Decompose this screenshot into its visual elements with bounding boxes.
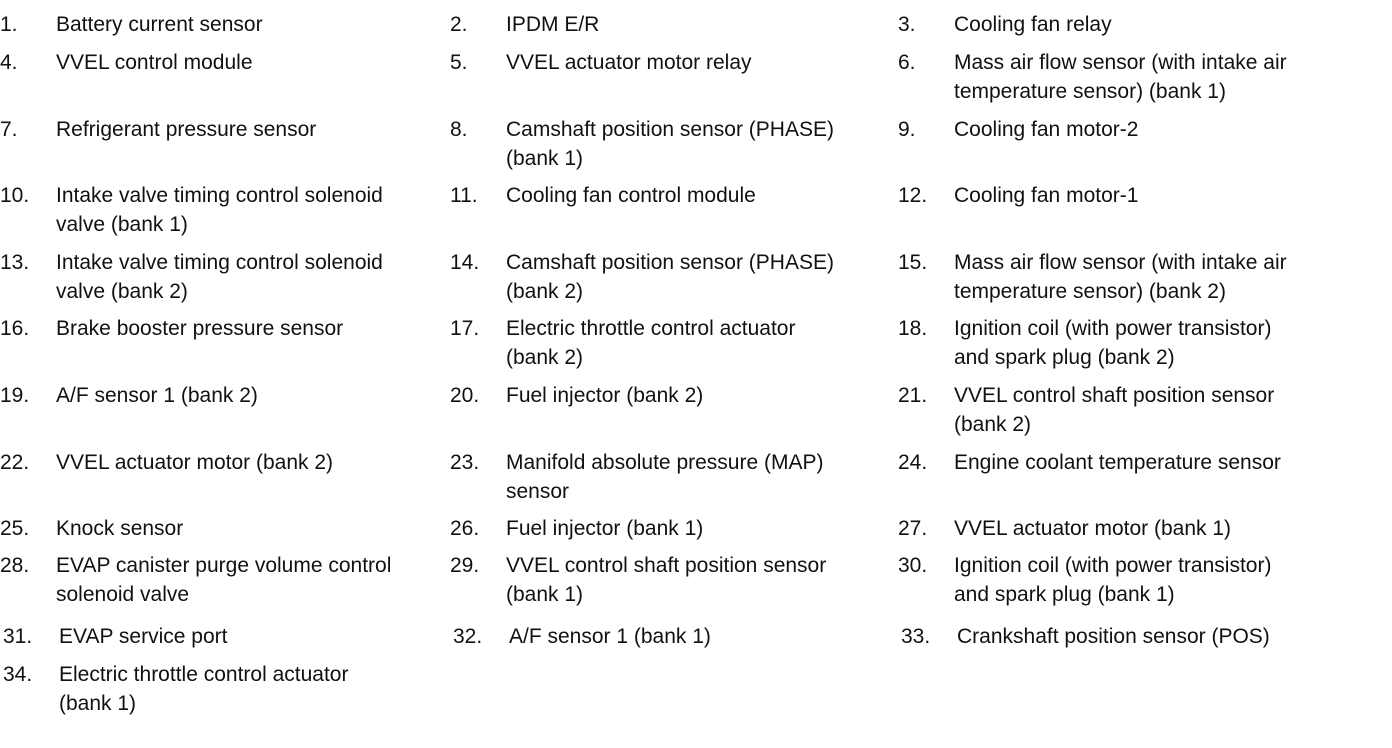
legend-item-text bbox=[954, 514, 1231, 543]
legend-item-text bbox=[56, 10, 263, 39]
legend-item-line: valve (bank 1) bbox=[56, 213, 188, 236]
legend-item-line: EVAP service port bbox=[59, 625, 228, 648]
legend-item-text bbox=[56, 514, 183, 543]
legend-item-text bbox=[954, 48, 1287, 106]
legend-item-text bbox=[506, 181, 756, 210]
legend-item-line: Fuel injector (bank 1) bbox=[506, 517, 704, 540]
legend-item-number: 2. bbox=[450, 13, 468, 36]
legend-item-number: 25. bbox=[0, 517, 30, 540]
legend-item-text bbox=[506, 10, 599, 39]
legend-item-line: solenoid valve bbox=[56, 583, 190, 606]
legend-item-line: A/F sensor 1 (bank 1) bbox=[509, 625, 711, 648]
legend-item-line: Camshaft position sensor (PHASE) bbox=[506, 251, 834, 274]
legend-item-text bbox=[56, 48, 253, 77]
legend-item-number: 12. bbox=[898, 184, 928, 207]
legend-item-line: (bank 1) bbox=[506, 583, 584, 606]
legend-item-text bbox=[506, 115, 834, 173]
legend-item-number: 20. bbox=[450, 384, 480, 407]
legend-item-number: 10. bbox=[0, 184, 30, 207]
legend-item-text bbox=[954, 551, 1271, 609]
legend-item-number: 6. bbox=[898, 51, 916, 74]
legend-item-text bbox=[509, 622, 711, 651]
legend-item-line: (bank 2) bbox=[954, 413, 1032, 436]
legend-item-line: valve (bank 2) bbox=[56, 280, 188, 303]
legend-item-text bbox=[506, 514, 703, 543]
legend-item-line: temperature sensor) (bank 2) bbox=[954, 280, 1226, 303]
legend-item-number: 9. bbox=[898, 118, 916, 141]
legend-item-line: Cooling fan control module bbox=[506, 184, 756, 207]
legend-item-line: Electric throttle control actuator bbox=[506, 317, 796, 340]
legend-item-line: (bank 1) bbox=[506, 147, 584, 170]
legend-item-number: 11. bbox=[450, 184, 478, 207]
legend-item-line: Cooling fan motor-1 bbox=[954, 184, 1139, 207]
legend-item-line: Knock sensor bbox=[56, 517, 184, 540]
legend-item-text bbox=[954, 248, 1287, 306]
legend-item-text bbox=[56, 248, 383, 306]
legend-item-line: Cooling fan motor-2 bbox=[954, 118, 1139, 141]
legend-item-number: 32. bbox=[453, 625, 483, 648]
legend-item-number: 22. bbox=[0, 451, 30, 474]
legend-item-number: 13. bbox=[0, 251, 30, 274]
legend-item-text bbox=[506, 248, 834, 306]
legend-item-line: VVEL control shaft position sensor bbox=[954, 384, 1275, 407]
legend-item-number: 19. bbox=[0, 384, 30, 407]
legend-item-text bbox=[506, 48, 752, 77]
legend-item-line: sensor bbox=[506, 480, 570, 503]
legend-item-number: 33. bbox=[901, 625, 931, 648]
legend-item-line: (bank 1) bbox=[59, 692, 137, 715]
legend-item-line: Brake booster pressure sensor bbox=[56, 317, 344, 340]
legend-item-line: Battery current sensor bbox=[56, 13, 263, 36]
legend-item-text bbox=[56, 381, 258, 410]
legend-item-text bbox=[56, 448, 333, 477]
legend-item-text bbox=[506, 448, 823, 506]
legend-item-line: Fuel injector (bank 2) bbox=[506, 384, 704, 407]
legend-item-text bbox=[56, 314, 343, 343]
legend-item-line: Mass air flow sensor (with intake air bbox=[954, 251, 1287, 274]
legend-item-line: Camshaft position sensor (PHASE) bbox=[506, 118, 834, 141]
legend-item-number: 34. bbox=[3, 663, 33, 686]
legend-item-text bbox=[957, 622, 1270, 651]
legend-item-text bbox=[56, 551, 391, 609]
legend-item-line: Ignition coil (with power transistor) bbox=[954, 554, 1272, 577]
legend-item-text bbox=[59, 660, 348, 718]
legend-item-line: Intake valve timing control solenoid bbox=[56, 251, 383, 274]
legend-item-text bbox=[506, 314, 795, 372]
legend-item-line: temperature sensor) (bank 1) bbox=[954, 80, 1226, 103]
legend-item-line: Mass air flow sensor (with intake air bbox=[954, 51, 1287, 74]
legend-item-line: Manifold absolute pressure (MAP) bbox=[506, 451, 824, 474]
legend-item-text bbox=[506, 381, 703, 410]
legend-item-number: 17. bbox=[450, 317, 480, 340]
legend-item-text bbox=[954, 10, 1112, 39]
legend-item-line: Cooling fan relay bbox=[954, 13, 1112, 36]
legend-item-text bbox=[506, 551, 826, 609]
legend-item-number: 24. bbox=[898, 451, 928, 474]
legend-item-number: 21. bbox=[898, 384, 928, 407]
legend-item-number: 18. bbox=[898, 317, 928, 340]
legend-item-line: EVAP canister purge volume control bbox=[56, 554, 392, 577]
legend-item-number: 14. bbox=[450, 251, 480, 274]
legend-item-line: and spark plug (bank 1) bbox=[954, 583, 1175, 606]
legend-item-text bbox=[954, 381, 1274, 439]
legend-item-number: 15. bbox=[898, 251, 928, 274]
legend-item-line: Refrigerant pressure sensor bbox=[56, 118, 317, 141]
legend-item-text bbox=[954, 314, 1271, 372]
legend-item-number: 29. bbox=[450, 554, 480, 577]
legend-item-number: 3. bbox=[898, 13, 916, 36]
legend-item-line: Engine coolant temperature sensor bbox=[954, 451, 1281, 474]
legend-item-text bbox=[954, 448, 1281, 477]
legend-item-line: A/F sensor 1 (bank 2) bbox=[56, 384, 258, 407]
legend-item-number: 4. bbox=[0, 51, 18, 74]
legend-item-text bbox=[59, 622, 227, 651]
legend-item-line: Ignition coil (with power transistor) bbox=[954, 317, 1272, 340]
legend-item-number: 27. bbox=[898, 517, 928, 540]
legend-item-line: Electric throttle control actuator bbox=[59, 663, 349, 686]
legend-item-line: (bank 2) bbox=[506, 280, 584, 303]
legend-item-number: 26. bbox=[450, 517, 480, 540]
legend-item-number: 23. bbox=[450, 451, 480, 474]
legend-item-text bbox=[56, 115, 316, 144]
legend-item-line: and spark plug (bank 2) bbox=[954, 346, 1175, 369]
legend-item-text bbox=[954, 181, 1138, 210]
legend-item-line: VVEL actuator motor relay bbox=[506, 51, 752, 74]
legend-item-number: 1. bbox=[0, 13, 18, 36]
legend-item-line: VVEL actuator motor (bank 1) bbox=[954, 517, 1232, 540]
legend-item-text bbox=[954, 115, 1138, 144]
legend-item-number: 5. bbox=[450, 51, 468, 74]
legend-item-number: 7. bbox=[0, 118, 18, 141]
legend-item-number: 16. bbox=[0, 317, 30, 340]
legend-item-number: 28. bbox=[0, 554, 30, 577]
legend-item-line: Crankshaft position sensor (POS) bbox=[957, 625, 1270, 648]
legend-item-line: (bank 2) bbox=[506, 346, 584, 369]
legend-item-text bbox=[56, 181, 383, 239]
legend-item-line: VVEL control module bbox=[56, 51, 253, 74]
legend-item-number: 31. bbox=[3, 625, 33, 648]
legend-item-number: 8. bbox=[450, 118, 468, 141]
legend-item-line: VVEL control shaft position sensor bbox=[506, 554, 827, 577]
legend-item-number: 30. bbox=[898, 554, 928, 577]
legend-item-line: VVEL actuator motor (bank 2) bbox=[56, 451, 334, 474]
legend-item-line: Intake valve timing control solenoid bbox=[56, 184, 383, 207]
legend-item-line: IPDM E/R bbox=[506, 13, 600, 36]
